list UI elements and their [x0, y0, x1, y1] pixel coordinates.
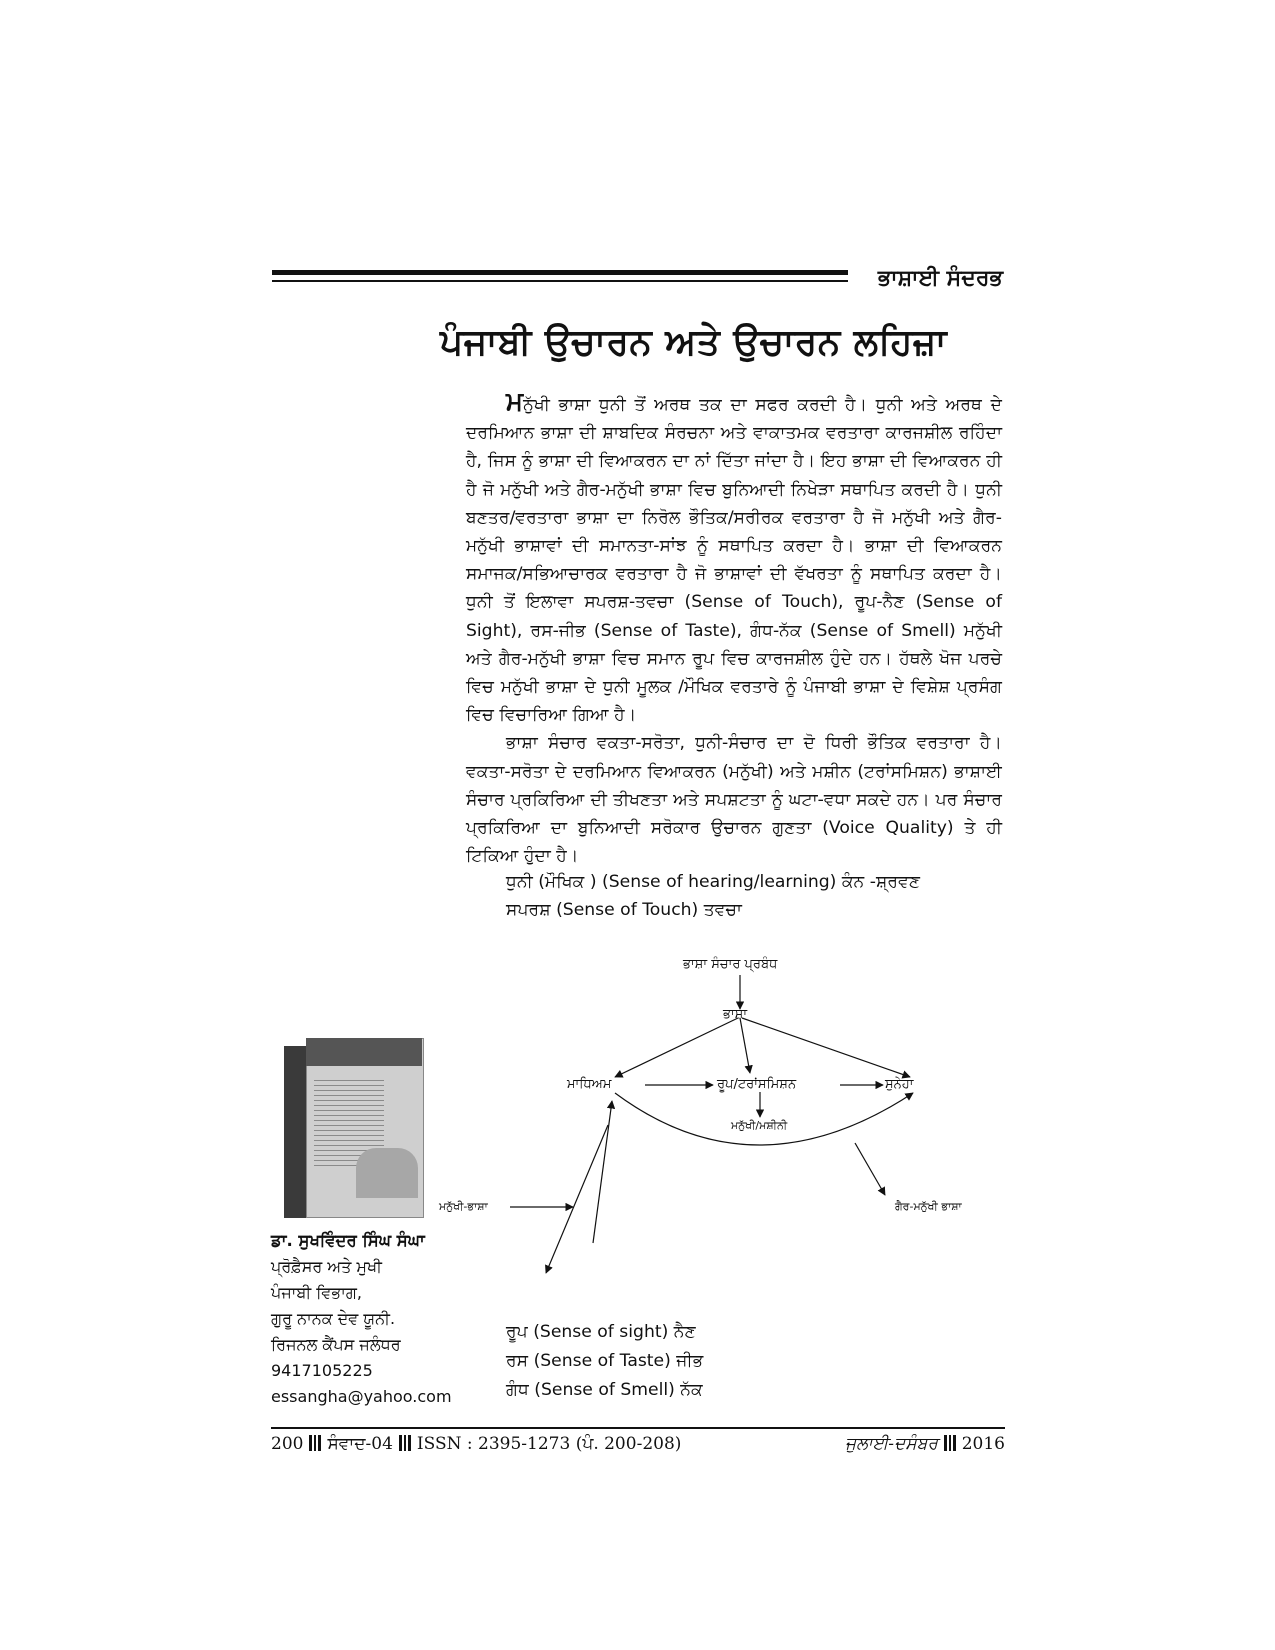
sense-smell: ਗੰਧ (Sense of Smell) ਨੱਕ: [506, 1380, 703, 1400]
author-email: essangha@yahoo.com: [271, 1387, 452, 1406]
diagram-human-lang-label: ਮਨੁੱਖੀ-ਭਾਸ਼ਾ: [439, 1200, 488, 1213]
article-body: [466, 388, 1002, 870]
arrow-to-nonhuman-lang: [855, 1143, 885, 1195]
paragraph-2: ਭਾਸ਼ਾ ਸੰਚਾਰ ਵਕਤਾ-ਸਰੋਤਾ, ਧੁਨੀ-ਸੰਚਾਰ ਦਾ ਦੋ ਧਿਰੀ ਭੌਤਿਕ ਵਰਤਾਰਾ ਹੈ। ਵਕਤਾ-ਸਰੋਤਾ ਦੇ ਦਰਮਿਆਨ ਵਿਆਕਰਨ (ਮਨੁੱਖੀ) ਅਤੇ ਮਸ਼ੀਨ (ਟਰਾਂਸਮਿਸ਼ਨ) ਭਾਸ਼ਾਈ ਸੰਚਾਰ ਪ੍ਰਕਿਰਿਆ ਦੀ ਤੀਖਣਤਾ ਅਤੇ ਸਪਸ਼ਟਤਾ ਨੂੰ ਘਟਾ-ਵਧਾ ਸਕਦੇ ਹਨ। ਪਰ ਸੰਚਾਰ ਪ੍ਰਕਿਰਿਆ ਦਾ ਬੁਨਿਆਦੀ ਸਰੋਕਾਰ ਉਚਾਰਨ ਗੁਣਤਾ (Voice Quality) ਤੇ ਹੀ ਟਿਕਿਆ ਹੁੰਦਾ ਹੈ।: [466, 733, 1002, 867]
author-phone: 9417105225: [271, 1361, 373, 1380]
communication-diagram: [439, 957, 1015, 1335]
bars-separator-icon: [399, 1435, 411, 1451]
diagram-top-label: ਭਾਸ਼ਾ ਸੰਚਾਰ ਪ੍ਰਬੰਧ: [683, 957, 778, 972]
author-university: ਗੁਰੂ ਨਾਨਕ ਦੇਵ ਯੂਨੀ.: [271, 1309, 396, 1328]
sense-touch-line: ਸਪਰਸ਼ (Sense of Touch) ਤਵਚਾ: [506, 900, 742, 920]
book-band: [306, 1038, 422, 1066]
arrow-to-medium-up: [593, 1101, 612, 1243]
article-title: ਪੰਜਾਬੀ ਉਚਾਰਨ ਅਤੇ ਉਚਾਰਨ ਲਹਿਜ਼ਾ: [440, 322, 948, 363]
arrow-language-to-form: [740, 1018, 750, 1073]
author-dept: ਪੰਜਾਬੀ ਵਿਭਾਗ,: [271, 1283, 363, 1302]
section-label: ਭਾਸ਼ਾਈ ਸੰਦਰਭ: [877, 266, 1003, 291]
header-rule-thin: [272, 280, 848, 282]
arrow-language-to-message: [742, 1018, 910, 1077]
journal-name: ਸੰਵਾਦ-04: [327, 1434, 393, 1454]
paragraph-1: [466, 388, 1002, 729]
page-number: 200: [271, 1434, 304, 1454]
author-name: ਡਾ. ਸੁਖਵਿੰਦਰ ਸਿੰਘ ਸੰਘਾ: [271, 1231, 425, 1250]
book-building-image: [356, 1148, 418, 1198]
diagram-medium-label: ਮਾਧਿਅਮ: [567, 1077, 612, 1092]
drop-letter: ਮ: [506, 387, 524, 417]
bars-separator-icon: [944, 1435, 956, 1451]
header-rule-thick: [272, 270, 848, 275]
issn: ISSN : 2395-1273 (ਪੰ. 200-208): [416, 1434, 682, 1454]
diagram-message-label: ਸੁਨੇਹਾ: [885, 1077, 914, 1092]
sense-hearing-line: ਧੁਨੀ (ਮੌਖਿਕ ) (Sense of hearing/learning) ਕੰਨ -ਸ਼੍ਰਵਣ: [506, 872, 921, 892]
diagram-svg: [455, 975, 1015, 1335]
arrow-language-to-medium: [615, 1018, 738, 1077]
author-campus: ਰਿਜਨਲ ਕੈਂਪਸ ਜਲੰਧਰ: [271, 1335, 401, 1354]
senses-list: [506, 1318, 703, 1405]
footer-right: [845, 1434, 1005, 1454]
diagram-human-machine-label: ਮਨੁੱਖੀ/ਮਸ਼ੀਨੀ: [731, 1119, 788, 1132]
diagram-nonhuman-lang-label: ਗੈਰ-ਮਨੁੱਖੀ ਭਾਸ਼ਾ: [895, 1200, 962, 1213]
diagram-language-label: ਭਾਸ਼ਾ: [723, 1007, 748, 1022]
author-block: [271, 1228, 452, 1410]
footer-months: ਜੁਲਾਈ-ਦਸੰਬਰ: [845, 1434, 938, 1454]
footer-left: [271, 1434, 681, 1454]
footer-year: 2016: [961, 1434, 1005, 1454]
paragraph-1-text: ਨੁੱਖੀ ਭਾਸ਼ਾ ਧੁਨੀ ਤੋਂ ਅਰਥ ਤਕ ਦਾ ਸਫਰ ਕਰਦੀ ਹੈ। ਧੁਨੀ ਅਤੇ ਅਰਥ ਦੇ ਦਰਮਿਆਨ ਭਾਸ਼ਾ ਦੀ ਸ਼ਾਬਦਿਕ ਸੰਰਚਨਾ ਅਤੇ ਵਾਕਾਤਮਕ ਵਰਤਾਰਾ ਕਾਰਜਸ਼ੀਲ ਰਹਿੰਦਾ ਹੈ, ਜਿਸ ਨੂੰ ਭਾਸ਼ਾ ਦੀ ਵਿਆਕਰਨ ਦਾ ਨਾਂ ਦਿੱਤਾ ਜਾਂਦਾ ਹੈ। ਇਹ ਭਾਸ਼ਾ ਦੀ ਵਿਆਕਰਨ ਹੀ ਹੈ ਜੋ ਮਨੁੱਖੀ ਅਤੇ ਗੈਰ-ਮਨੁੱਖੀ ਭਾਸ਼ਾ ਵਿਚ ਬੁਨਿਆਦੀ ਨਿਖੇੜਾ ਸਥਾਪਿਤ ਕਰਦੀ ਹੈ। ਧੁਨੀ ਬਣਤਰ/ਵਰਤਾਰਾ ਭਾਸ਼ਾ ਦਾ ਨਿਰੋਲ ਭੌਤਿਕ/ਸਰੀਰਕ ਵਰਤਾਰਾ ਹੈ ਜੋ ਮਨੁੱਖੀ ਅਤੇ ਗੈਰ-ਮਨੁੱਖੀ ਭਾਸ਼ਾਵਾਂ ਦੀ ਸਮਾਨਤਾ-ਸਾਂਝ ਨੂੰ ਸਥਾਪਿਤ ਕਰਦਾ ਹੈ। ਭਾਸ਼ਾ ਦੀ ਵਿਆਕਰਨ ਸਮਾਜਕ/ਸਭਿਆਚਾਰਕ ਵਰਤਾਰਾ ਹੈ ਜੋ ਭਾਸ਼ਾਵਾਂ ਦੀ ਵੱਖਰਤਾ ਨੂੰ ਸਥਾਪਿਤ ਕਰਦਾ ਹੈ। ਧੁਨੀ ਤੋਂ ਇਲਾਵਾ ਸਪਰਸ਼-ਤਵਚਾ (Sense of Touch), ਰੂਪ-ਨੈਣ (Sense of Sight), ਰਸ-ਜੀਭ (Sense of Taste), ਗੰਧ-ਨੱਕ (Sense of Smell) ਮਨੁੱਖੀ ਅਤੇ ਗੈਰ-ਮਨੁੱਖੀ ਭਾਸ਼ਾ ਵਿਚ ਸਮਾਨ ਰੂਪ ਵਿਚ ਕਾਰਜਸ਼ੀਲ ਹੁੰਦੇ ਹਨ। ਹੱਥਲੇ ਖੋਜ ਪਰਚੇ ਵਿਚ ਮਨੁੱਖੀ ਭਾਸ਼ਾ ਦੇ ਧੁਨੀ ਮੂਲਕ /ਮੌਖਿਕ ਵਰਤਾਰੇ ਨੂੰ ਪੰਜਾਬੀ ਭਾਸ਼ਾ ਦੇ ਵਿਸ਼ੇਸ਼ ਪ੍ਰਸੰਗ ਵਿਚ ਵਿਚਾਰਿਆ ਗਿਆ ਹੈ।: [466, 395, 1002, 726]
bars-separator-icon: [309, 1435, 321, 1451]
sense-sight: ਰੂਪ (Sense of sight) ਨੈਣ: [506, 1322, 696, 1342]
author-role: ਪ੍ਰੋਫ਼ੈਸਰ ਅਤੇ ਮੁਖੀ: [271, 1257, 382, 1276]
sense-taste: ਰਸ (Sense of Taste) ਜੀਭ: [506, 1351, 704, 1371]
book-spine: [284, 1046, 306, 1218]
diagram-form-label: ਰੂਪ/ਟਰਾਂਸਮਿਸ਼ਨ: [717, 1077, 797, 1092]
footer-rule: [271, 1427, 1005, 1429]
journal-cover-image: [284, 1038, 422, 1218]
